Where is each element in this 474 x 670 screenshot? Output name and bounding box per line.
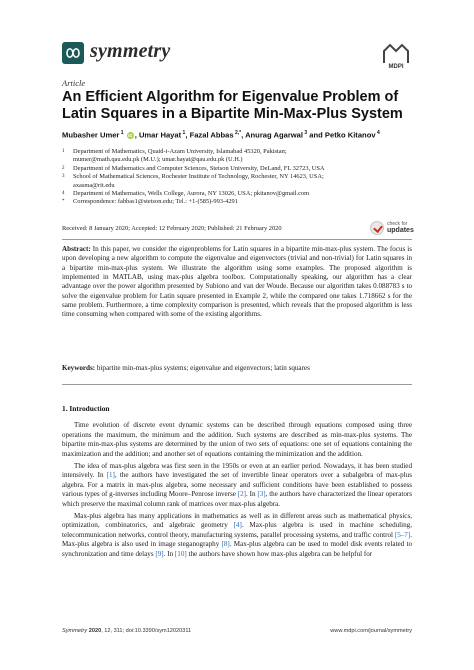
text-span: . Max-plus algebra is also used in image steganography — [62, 530, 412, 548]
affiliation-text — [73, 173, 402, 190]
author-affiliation-marker: 2,* — [233, 130, 242, 136]
section-heading-introduction: 1. Introduction — [62, 404, 110, 413]
check-updates-icon — [370, 221, 384, 235]
paper-title: An Efficient Algorithm for Eigenvalue Problem of Latin Squares in a Bipartite Min-Max-Plus System — [62, 89, 403, 122]
affiliation-item — [62, 165, 402, 173]
footer-doi[interactable]: , 12, 311; doi:10.3390/sym12020311 — [101, 628, 192, 634]
divider-bottom — [62, 384, 412, 385]
keywords-text: bipartite min-max-plus systems; eigenvalue and eigenvectors; latin squares — [96, 364, 310, 372]
affiliation-number: 2 — [62, 165, 65, 171]
affiliation-line: Correspondence: fabbas1@stetson.edu; Tel.: +1-(585)-993-4291 — [73, 198, 238, 206]
text-span: the authors have shown how max-plus algebra can be helpful for — [186, 549, 373, 558]
footer-url[interactable]: www.mdpi.com/journal/symmetry — [330, 628, 412, 634]
journal-name[interactable]: symmetry — [90, 40, 171, 62]
author-affiliation-marker: 1 — [119, 130, 124, 136]
text-span: . Max-plus algebra can be used to model disk events related to synchronization and time delays — [62, 540, 412, 558]
citation-link[interactable]: [9] — [155, 549, 164, 558]
citation-link[interactable]: [8] — [221, 540, 230, 548]
citation-link[interactable]: [4] — [233, 521, 242, 529]
author-name[interactable]: Umar Hayat — [138, 130, 182, 140]
affiliation-line: Department of Mathematics and Computer Sciences, Stetson University, DeLand, FL 32723, USA — [73, 164, 325, 172]
affiliation-line: axasma@rit.edu — [73, 181, 115, 189]
text-span: , the authors have characterized the linear operators which preserve the maximal column rank of matrices over max-plus algebra. — [62, 490, 412, 508]
symmetry-logo-icon — [62, 42, 84, 64]
author-list: Mubasher Umer $^1$ iD , Umar Hayat $^1$, Fazal Abbas $^{2,*}$, Anurag Agarwal $^3$ and Petko Kitanov $^4$ — [62, 130, 380, 140]
introduction-body — [62, 421, 412, 562]
footer-year: 2020 — [88, 628, 102, 634]
affiliation-item — [62, 173, 402, 190]
abstract-text: In this paper, we consider the eigenproblems for Latin squares in a bipartite min-max-plus system. The focus is upon developing a new algorithm to compute the eigenvalue and eigenvectors (trivial and non-trivial) for Latin squares in a bipartite min-max-plus system. We illustrate the algorithm using some examples. The proposed algorithm is implemented in MATLAB, using max-plus algebra toolbox. Computationally speaking, our algorithm has a clear advantage over the power algorithm presented by Subiono and van der Woude. Because our algorithm takes 0.088783 s to solve the eigenvalue problem for Latin square presented in Example 2, while the compared one takes 1.718662 s for the same problem. Furthermore, a time complexity comparison is presented, which reveals that the proposed algorithm is less time consuming when compared with some of the existing algorithms. — [62, 245, 412, 319]
affiliation-list — [62, 148, 402, 207]
text-span: . Max-plus algebra is used in machine scheduling, telecommunication networks, control theory, manufacturing systems, parallel processing systems, and traffic control — [62, 521, 412, 539]
abstract-label: Abstract: — [62, 245, 91, 253]
author-affiliation-marker: 1 — [181, 130, 186, 136]
orcid-icon[interactable]: iD — [127, 132, 133, 138]
affiliation-item — [62, 198, 402, 206]
divider-top — [62, 239, 412, 240]
mdpi-logo-icon[interactable] — [380, 43, 412, 65]
publication-dates: Received: 8 January 2020; Accepted: 12 February 2020; Published: 21 February 2020 — [62, 225, 282, 232]
paragraph-2 — [62, 462, 412, 510]
affiliation-number: * — [62, 199, 65, 205]
citation-link[interactable]: [3] — [257, 490, 266, 498]
keywords-label: Keywords: — [62, 364, 96, 372]
affiliation-line: School of Mathematical Sciences, Rochester Institute of Technology, Rochester, NY 14623, USA; — [73, 173, 324, 181]
affiliation-number: 3 — [62, 174, 65, 180]
text-span: Max-plus algebra has many applications in mathematics as well as in different areas such as mathematical physics, optimization, combinatorics, and algebraic geometry — [62, 511, 412, 529]
author-affiliation-marker: 3 — [303, 130, 308, 136]
affiliation-line: Department of Mathematics, Wells College, Aurora, NY 13026, USA; pkitanov@gmail.com — [73, 190, 310, 198]
affiliation-text — [73, 190, 402, 198]
author-name[interactable]: Mubasher Umer — [62, 130, 120, 140]
citation-link[interactable]: [10] — [174, 549, 187, 558]
affiliation-number: 4 — [62, 191, 65, 197]
author-name[interactable]: Anurag Agarwal — [245, 130, 304, 140]
paragraph-1 — [62, 421, 412, 459]
paragraph-1-text: Time evolution of discrete event dynamic systems can be described through equations composed using three operations the maximum, the minimum and the addition. Such systems are described as min-max-plus systems. The bipartite min-max-plus systems are determined by the union of two sets of equations: one set of equations containing the maximization and the addition; and another set of equations containing the minimization and the addition. — [62, 421, 412, 458]
affiliation-text — [73, 148, 402, 165]
affiliation-line: Department of Mathematics, Quaid-i-Azam University, Islamabad 45320, Pakistan; — [73, 148, 287, 155]
keywords — [62, 364, 412, 373]
text-span: , the authors have investigated the set of invertible linear operators over a subalgebra of max-plus algebra. For a matrix in max-plus algebra, some necessary and sufficient conditions have been established to possess various types of g-inverses including Moore–Penrose inverse — [62, 471, 412, 498]
check-updates-line1: check for — [387, 221, 408, 227]
abstract — [62, 245, 412, 320]
article-type: Article — [62, 78, 86, 88]
affiliation-text — [73, 165, 402, 173]
author-name[interactable]: Petko Kitanov — [324, 130, 376, 140]
affiliation-item — [62, 190, 402, 198]
affiliation-text — [73, 198, 402, 206]
text-span: The idea of max-plus algebra was first seen in the 1950s or even at an earlier period. Nowadays, it has been studied intensively. In — [62, 461, 412, 479]
affiliation-item — [62, 148, 402, 165]
footer-journal: Symmetry — [62, 628, 88, 634]
citation-link[interactable]: [5–7] — [394, 530, 411, 539]
citation-link[interactable]: [2] — [237, 490, 247, 498]
check-for-updates-badge[interactable] — [370, 219, 416, 239]
footer-citation — [62, 628, 191, 634]
author-name[interactable]: Fazal Abbas — [189, 130, 234, 140]
text-span: . In — [246, 490, 258, 498]
citation-link[interactable]: [1] — [106, 471, 115, 479]
text-span: . In — [163, 549, 175, 558]
affiliation-line: mumer@math.qau.edu.pk (M.U.); umar.hayat@qau.edu.pk (U.H.) — [73, 156, 243, 164]
journal-header — [62, 38, 412, 68]
mdpi-logo-text: MDPI — [388, 64, 404, 70]
author-affiliation-marker: 4 — [375, 130, 380, 136]
paragraph-3 — [62, 512, 412, 560]
check-updates-line2: updates — [387, 227, 414, 234]
affiliation-number: 1 — [62, 149, 65, 154]
